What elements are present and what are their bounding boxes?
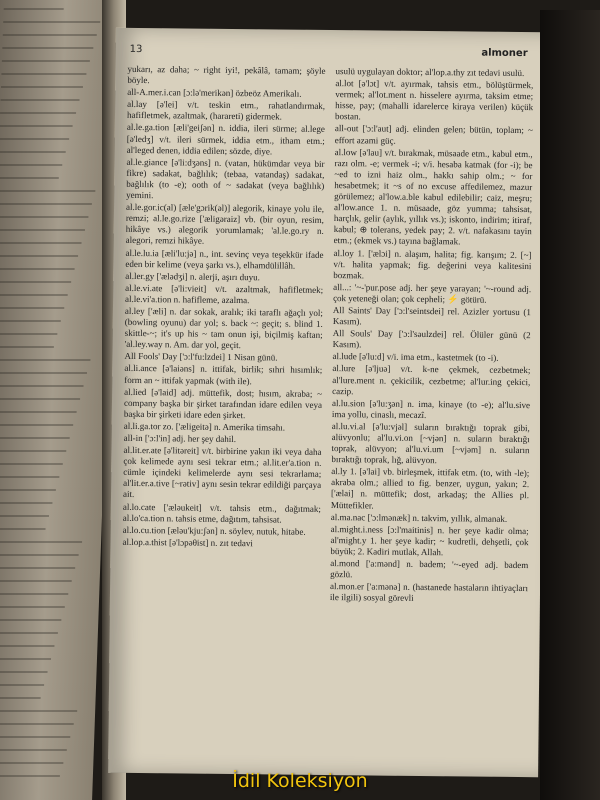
left-page-line: [0, 489, 56, 491]
dictionary-entry: al.ler.gy ['ælədʒi] n. alerji, aşırı duyu.: [125, 270, 260, 282]
left-page-line: [0, 112, 76, 114]
dictionary-entry: al.lo.cate ['æləukeit] v/t. tahsis etm., dağıtmak; al.lo'ca.tion n. tahsis etme, dağıtım, tahsisat.: [122, 501, 321, 525]
left-page-line: [0, 658, 51, 660]
left-column: [120, 64, 325, 765]
left-page-line: [0, 515, 49, 517]
left-page-line: [3, 34, 97, 36]
left-page-line: [0, 294, 68, 296]
dictionary-entry: all-A.mer.i.can [ɔ:lə'merikən] özbeöz Amerikalı.: [127, 87, 302, 99]
left-page-line: [0, 411, 77, 413]
left-page-line: [4, 8, 64, 10]
left-page-line: [0, 723, 74, 725]
left-page-line: [0, 567, 75, 569]
left-page-line: [0, 463, 63, 465]
left-page-line: [0, 619, 61, 621]
left-page-line: [0, 164, 62, 166]
left-page-line: [0, 138, 69, 140]
left-page-line: [0, 606, 65, 608]
dictionary-entry: al.lure [ə'ljuə] v/t. k-ne çekmek, cezbetmek; al'lure.ment n. çekicilik, cezbetme; al'lur.ing çekici, cazip.: [332, 363, 531, 396]
dictionary-entry: al.lot [ə'lɔt] v/t. ayırmak, tahsis etm., bölüştürmek, vermek; al'lot.ment n. hisselere ayırma, taksim etme; hisse, pay; (mahalli idarelerce kiraya verilen) küçük bostan.: [334, 78, 534, 122]
left-page-line: [0, 554, 79, 556]
dictionary-entry: al.lit.er.ate [ə'litəreit] v/t. birbirine yakın iki veya daha çok kelimede aynı sesi tekrar etm.; al.lit.er'a.tion n. cümle içindeki kelimelerde aynı sesi tekrarlama; al'lit.er.a.tive [~rətiv] aynı sesin tekrar edildiği parçaya ait.: [122, 444, 322, 500]
left-page-line: [0, 762, 63, 764]
dictionary-entry: all-out ['ɔ:l'aut] adj. elinden gelen; bütün, toplam; ~ effort azami güç.: [334, 123, 533, 146]
watermark: İdil Koleksiyon: [232, 770, 368, 792]
left-page-line: [0, 528, 46, 530]
left-page-line: [0, 749, 67, 751]
left-page-line: [0, 710, 77, 712]
dictionary-entry: yukarı, az daha; ~ right iyi!, pekâlâ, tamam; şöyle böyle.: [127, 63, 326, 86]
left-page-line: [0, 268, 75, 270]
left-page-line: [0, 385, 84, 387]
guide-word: almoner: [481, 47, 528, 60]
dictionary-entry: all...: '~-'pur.pose adj. her şeye yarayan; '~-round adj. çok yeteneği olan; çok cepheli; ⚡ götürü.: [333, 281, 532, 305]
left-page-line: [0, 229, 85, 231]
dictionary-entry: al.ley ['æli] n. dar sokak, aralık; iki taraflı ağaçlı yol; (bowling oyunu) dar yol; s. back ~: geçit; s. blind 1. skittle-~; it's up his ~ tam onun işi, biçilmiş kaftan; 'al.ley.way n. Am. dar yol, geçit.: [124, 305, 323, 351]
dictionary-entry: al.loy 1. ['ælɔi] n. alaşım, halita; fig. karışım; 2. [~] v/t. halita yapmak; fig. değerini veya kalitesini bozmak.: [333, 247, 532, 281]
dictionary-entry: al.mon.er ['a:mənə] n. (hastanede hastaların ihtiyaçları ile ilgili) sosyal görevli: [329, 581, 529, 604]
left-page-line: [0, 190, 95, 192]
page-header: [130, 44, 528, 64]
dictionary-entry: All Saints' Day ['ɔ:l'seintsdei] rel. Azizler yortusu (1 Kasım).: [332, 305, 532, 327]
dictionary-entry: al.mond ['a:mənd] n. badem; '~-eyed adj. badem gözlü.: [330, 558, 529, 580]
left-page-line: [2, 47, 93, 49]
dictionary-entry: al.lied [ə'laid] adj. müttefik, dost; hısım, akraba; ~ company başka bir şirket tarafından idare edilen veya başka bir şirketi idare eden şirket.: [123, 386, 323, 420]
left-page-line: [0, 541, 82, 543]
left-page-line: [0, 255, 78, 257]
left-page-line: [1, 86, 83, 88]
dictionary-entry: all-in ['ɔ:l'in] adj. her şey dahil.: [123, 432, 237, 445]
right-column: [328, 66, 533, 767]
left-page-line: [0, 281, 71, 283]
left-page-line: [0, 398, 80, 400]
book-cover-edge: [540, 10, 600, 800]
dictionary-entry: al.lo.cu.tion [æləu'kju:ʃən] n. söylev, nutuk, hitabe.: [122, 524, 306, 537]
left-page-line: [0, 216, 88, 218]
dictionary-entry: usulü uygulayan doktor; al'lop.a.thy zıt tedavi usulü.: [335, 66, 525, 79]
left-page-line: [0, 580, 72, 582]
left-page-line: [0, 333, 57, 335]
left-page-line: [0, 177, 59, 179]
left-page-line: [0, 99, 79, 101]
dictionary-entry: al.le.vi.ate [ə'li:vieit] v/t. azaltmak, hafifletmek; al.le.vi'a.tion n. hafifleme, azalma.: [125, 282, 324, 306]
left-page-line: [0, 307, 64, 309]
dictionary-page: [108, 28, 546, 777]
left-page-line: [3, 21, 100, 23]
left-page-line: [0, 151, 66, 153]
dictionary-entry: al.li.ga.tor zo. ['æligeitə] n. Amerika timsahı.: [123, 420, 286, 433]
dictionary-entry: al.le.gor.ic(al) [æle'gɔrik(əl)] alegorik, kinaye yolu ile, remzi; al.le.go.rize ['æligəraiz] vb. (bir oyun, resim, hikâye vs.) alegorik yorumlamak; 'al.le.go.ry n. alegori, remzi hikâye.: [125, 202, 325, 247]
left-page-line: [0, 476, 59, 478]
dictionary-entry: al.lop.a.thist [ə'lɔpəθist] n. zıt tedavi: [122, 536, 253, 549]
left-page-line: [0, 450, 66, 452]
left-page-line: [0, 359, 90, 361]
dictionary-entry: al.li.ance [ə'laiəns] n. ittifak, birlik; sıhri hısımlık; form an ~ ittifak yapmak (with ile).: [124, 363, 323, 386]
left-page-line: [0, 346, 54, 348]
left-page-line: [0, 736, 70, 738]
left-page-line: [0, 203, 92, 205]
dictionary-entry: al.low [ə'lau] v/t. bırakmak, müsaade etm., kabul etm., razı olm. -e; vermek -i; v/i. hesaba katmak (for -i); be ~ed to izni haiz olm., hakkı sahip olm.; ~ for hesabetmek; it ~s of no excuse affedilemez, mazur görülemez; al'low.a.ble kabul edilebilir; caiz, meşru; al'low.ance 1. n. müsaade, göz yumma; tahsisat, harçlık, gelir (aylık, yıllık vs.); iskonto, indirim; itiraf, kabul; ⊕ tolerans, yedek pay; 2. v/t. nafakasını tayin etm.; (ekmek vs.) tayına bağlamak.: [333, 146, 533, 247]
dictionary-entry: al.le.giance [ə'li:dʒəns] n. (vatan, hükümdar veya bir fikre) sadakat, bağlılık; (tebaa, vatandaş) sadakat, bağlılık (to -e); ooth of ~ sadakat (veya bağlılık) yemini.: [126, 156, 325, 201]
dictionary-entry: al.ly 1. [ə'lai] vb. birleşmek, ittifak etm. (to, with -le); akraba olm.; allied to fig. benzer, uygun, yakın; 2. ['ælai] n. müttefik; dost, arkadaş; the Allies pl. Müttefikler.: [330, 466, 530, 511]
left-page-line: [1, 73, 86, 75]
dictionary-entry: All Souls' Day ['ɔ:l'səulzdei] rel. Ölüler günü (2 Kasım).: [332, 328, 531, 350]
dictionary-entry: All Fools' Day ['ɔ:l'fu:lzdei] 1 Nisan günü.: [124, 351, 278, 363]
left-page-line: [0, 593, 68, 595]
dictionary-entry: al.le.lu.ia [æli'lu:jə] n., int. sevinç veya teşekkür ifade eden bir kelime (veya şarkı vs.), elhamdülillâh.: [125, 247, 324, 271]
left-page-line: [2, 60, 90, 62]
left-page-line: [0, 502, 52, 504]
left-page-line: [0, 684, 44, 686]
dictionary-entry: al.lay [ə'lei] v/t. teskin etm., rahatlandırmak, hafifletmek, azaltmak, (harareti) gidermek.: [126, 99, 326, 122]
left-page-line: [0, 671, 48, 673]
left-page-line: [0, 242, 82, 244]
left-page-line: [0, 125, 73, 127]
left-page-line: [0, 372, 87, 374]
dictionary-entry: al.might.i.ness [ɔ:l'maitinis] n. her şeye kadir olma; al'might.y 1. her şeye kadir; ~ kudretli, dehşetli, çok büyük; 2. Kadiri mutlak, Allah.: [330, 523, 529, 558]
left-page-line: [0, 697, 41, 699]
left-page-line: [0, 632, 58, 634]
dictionary-entry: al.lude [ə'lu:d] v/i. ima etm., kastetmek (to -i).: [332, 351, 499, 364]
page-columns: [120, 64, 533, 767]
dictionary-entry: al.le.ga.tion [æli'geiʃən] n. iddia, ileri sürme; al.lege [ə'ledʒ] v/t. ileri sürmek, iddia etm., itham etm.; al'leged denen, iddia edilen; sözde, diye.: [126, 122, 325, 157]
dictionary-entry: al.ma.nac ['ɔ:lmənæk] n. takvim, yıllık, almanak.: [330, 511, 508, 524]
left-page-line: [0, 424, 73, 426]
left-page-line: [0, 437, 70, 439]
page-number: 13: [129, 43, 143, 56]
dictionary-entry: al.lu.vi.al [ə'lu:vjəl] suların bıraktığı toprak gibi, alüvyonlu; al'lu.vi.on [~vjən] n. suların bıraktığı toprak, alüvyon; al'lu.vi.um [~vjəm] n. suların bıraktığı toprak, lığ, alüvyon.: [331, 420, 530, 466]
dictionary-entry: al.lu.sion [ə'lu:ʒən] n. ima, kinaye (to -e); al'lu.sive ima yollu, cinaslı, mecazî.: [331, 397, 531, 420]
left-page-line: [0, 320, 61, 322]
left-page-line: [0, 645, 54, 647]
